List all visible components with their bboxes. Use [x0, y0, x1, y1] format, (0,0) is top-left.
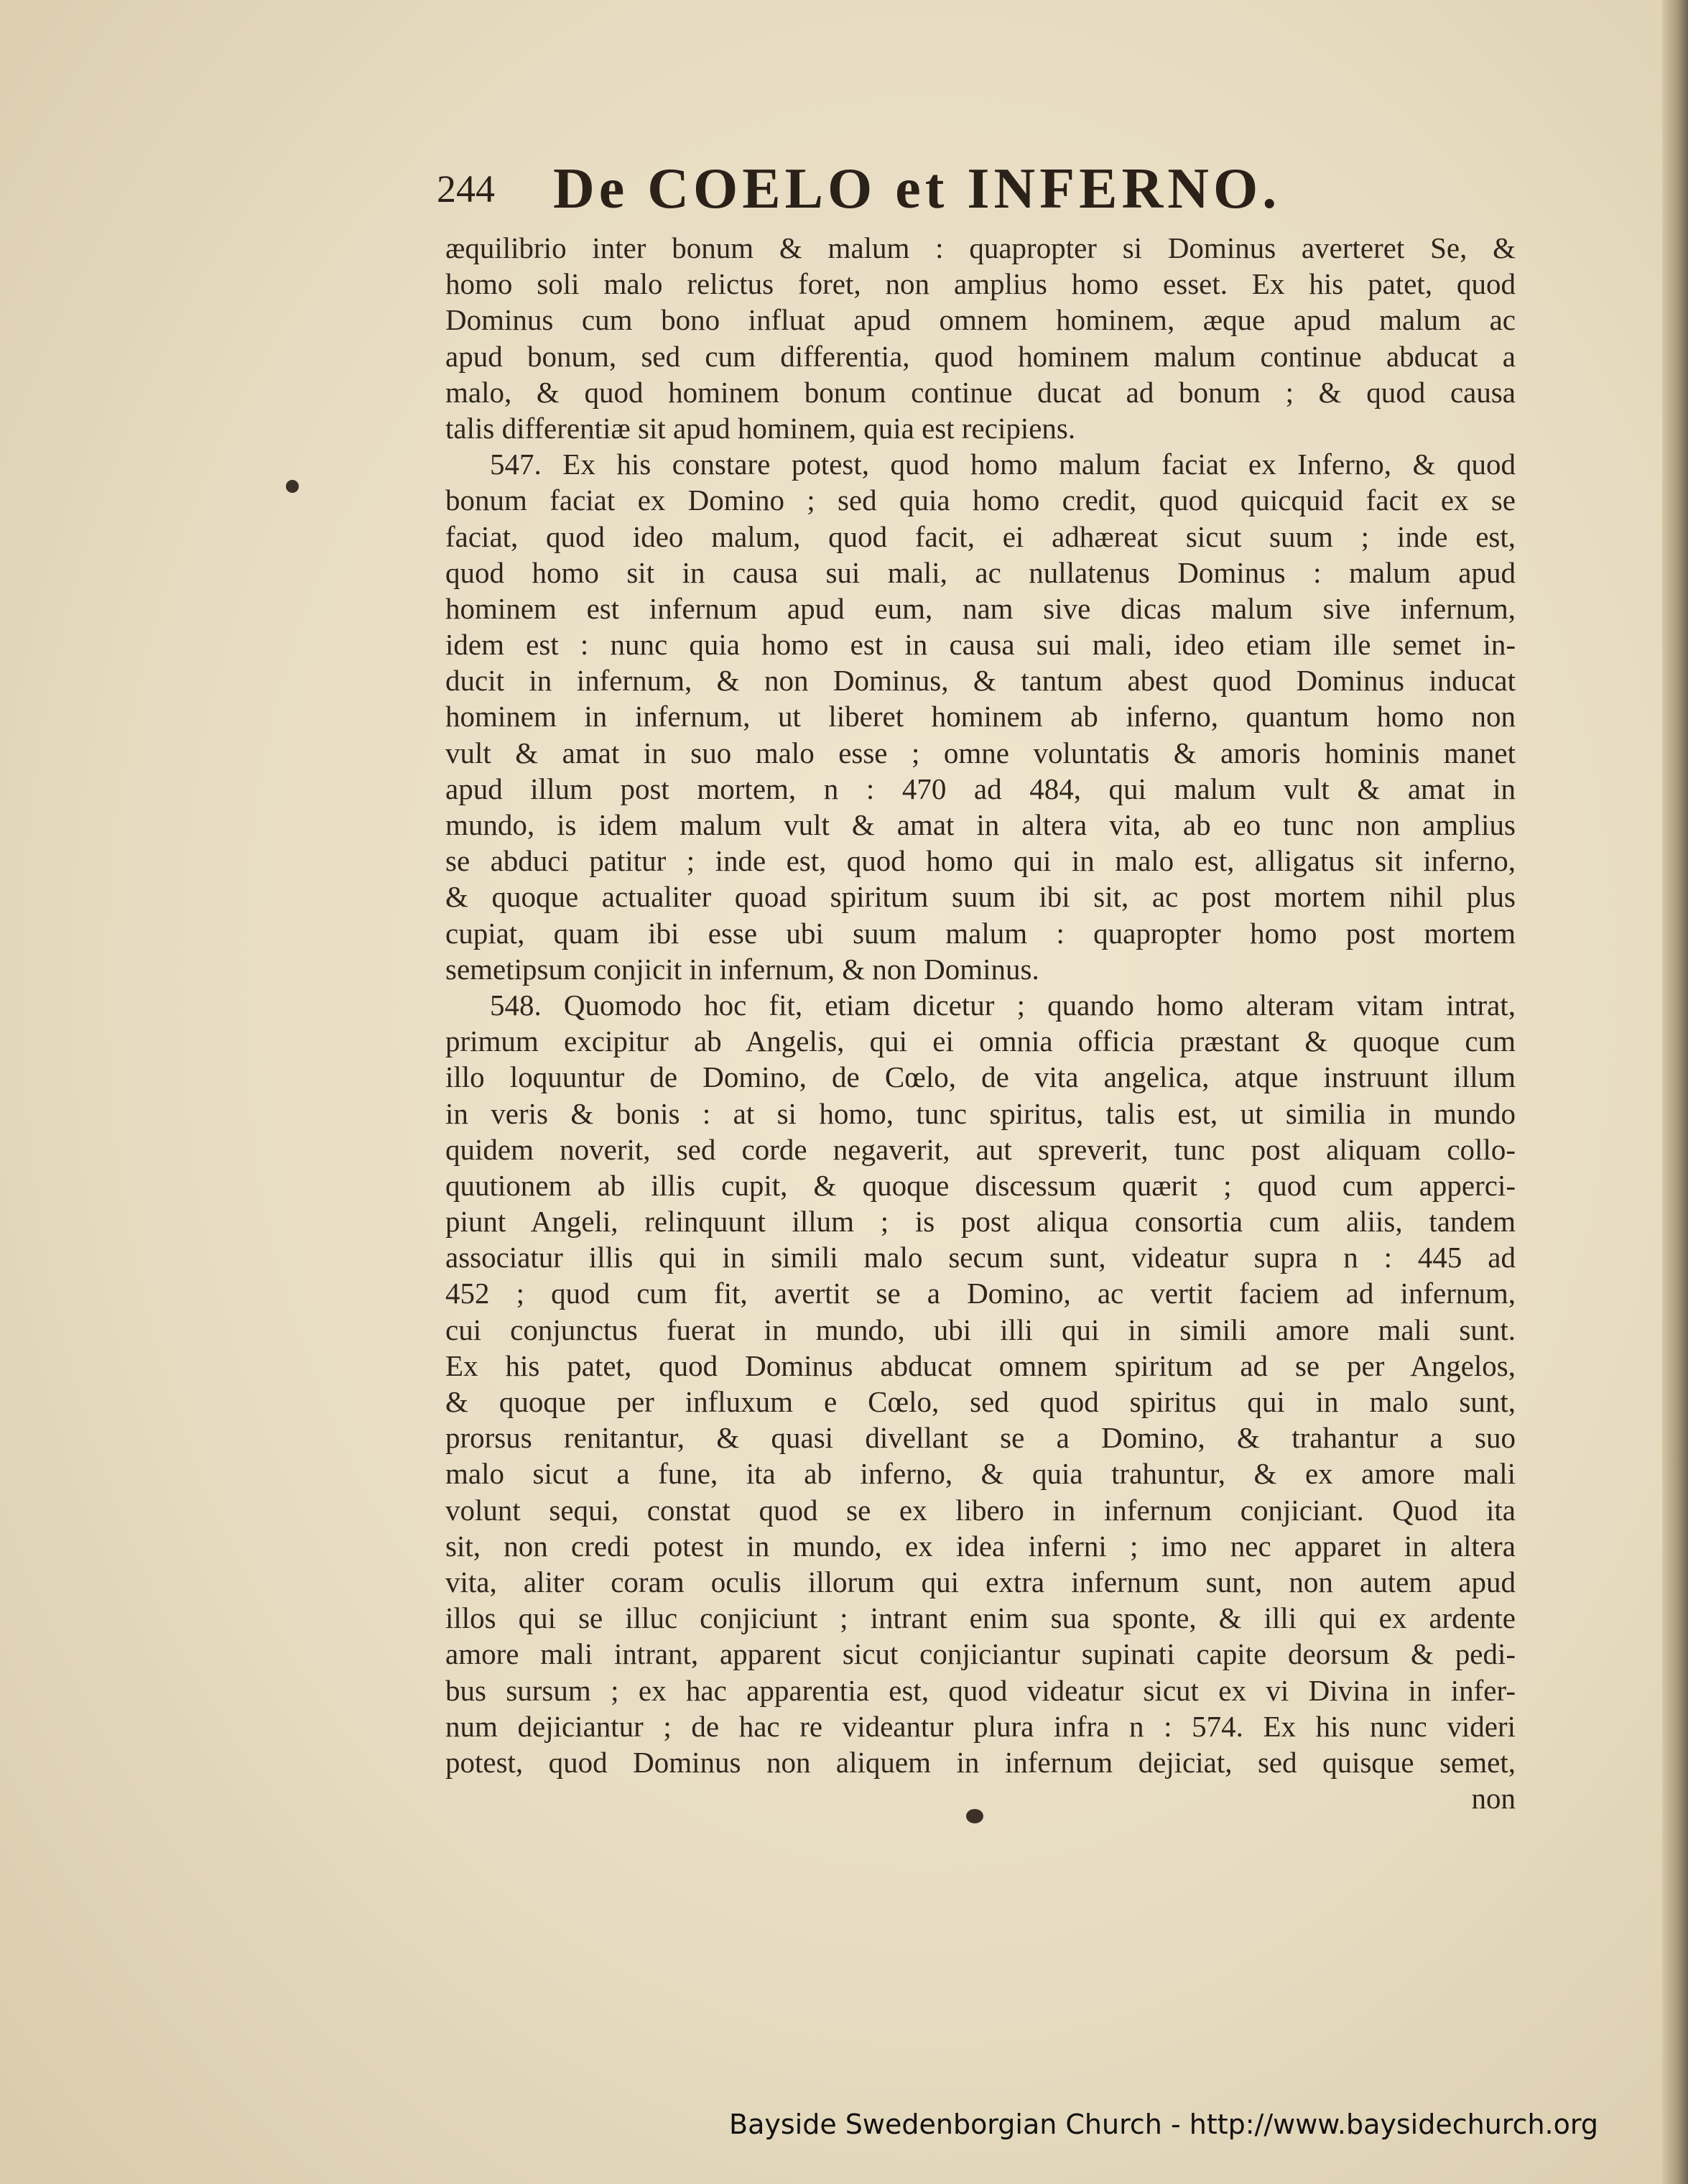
- text-line: piunt Angeli, relinquunt illum ; is post aliqua consortia cum aliis, tandem: [445, 1205, 1516, 1239]
- text-line: 452 ; quod cum fit, avertit se a Domino, ac vertit faciem ad infernum,: [445, 1277, 1516, 1310]
- text-line: se abduci patitur ; inde est, quod homo qui in malo est, alligatus sit inferno,: [445, 844, 1516, 878]
- text-line: hominem in infernum, ut liberet hominem ab inferno, quantum homo non: [445, 700, 1516, 734]
- text-line: hominem est infernum apud eum, nam sive dicas malum sive infernum,: [445, 591, 1516, 625]
- text-line: malo sicut a fune, ita ab inferno, & quia trahuntur, & ex amore mali: [445, 1457, 1516, 1491]
- text-line: quidem noverit, sed corde negaverit, aut spreverit, tunc post aliquam collo-: [445, 1132, 1516, 1166]
- text-line: volunt sequi, constat quod se ex libero in infernum conjiciant. Quod ita: [445, 1493, 1516, 1527]
- text-line: primum excipitur ab Angelis, qui ei omnia officia præstant & quoque cum: [445, 1024, 1516, 1058]
- text-line: prorsus renitantur, & quasi divellant se a Domino, & trahantur a suo: [445, 1421, 1516, 1455]
- text-line: ducit in infernum, & non Dominus, & tantum abest quod Dominus inducat: [445, 664, 1516, 698]
- text-line: apud illum post mortem, n : 470 ad 484, qui malum vult & amat in: [445, 772, 1516, 805]
- text-line: malo, & quod hominem bonum continue ducat ad bonum ; & quod causa: [445, 375, 1516, 409]
- text-line: idem est : nunc quia homo est in causa sui mali, ideo etiam ille semet in-: [445, 628, 1516, 662]
- running-head: [431, 151, 1322, 230]
- text-line: apud bonum, sed cum differentia, quod hominem malum continue abducat a: [445, 339, 1516, 373]
- text-line: quod homo sit in causa sui mali, ac nullatenus Dominus : malum apud: [445, 555, 1516, 589]
- text-line: homo soli malo relictus foret, non amplius homo esset. Ex his patet, quod: [445, 267, 1516, 301]
- text-line: semetipsum conjicit in infernum, & non Dominus.: [445, 952, 1039, 986]
- text-line: num dejiciantur ; de hac re videantur plura infra n : 574. Ex his nunc videri: [445, 1709, 1516, 1743]
- text-line: illo loquuntur de Domino, de Cœlo, de vita angelica, atque instruunt illum: [445, 1060, 1516, 1094]
- body-text: [445, 230, 1516, 1816]
- text-line: vult & amat in suo malo esse ; omne voluntatis & amoris hominis manet: [445, 736, 1516, 769]
- text-line: mundo, is idem malum vult & amat in altera vita, ab eo tunc non amplius: [445, 808, 1516, 841]
- text-line: Dominus cum bono influat apud omnem hominem, æque apud malum ac: [445, 303, 1516, 337]
- text-line: cupiat, quam ibi esse ubi suum malum : quapropter homo post mortem: [445, 916, 1516, 950]
- catchword: non: [1471, 1782, 1516, 1815]
- text-line: potest, quod Dominus non aliquem in infernum dejiciat, sed quisque semet,: [445, 1745, 1516, 1779]
- text-line: vita, aliter coram oculis illorum qui extra infernum sunt, non autem apud: [445, 1565, 1516, 1598]
- text-line: associatur illis qui in simili malo secum sunt, videatur supra n : 445 ad: [445, 1241, 1516, 1274]
- ink-spot: [966, 1809, 983, 1823]
- page-number: 244: [437, 167, 495, 210]
- text-line: bus sursum ; ex hac apparentia est, quod videatur sicut ex vi Divina in infer-: [445, 1673, 1516, 1707]
- paragraph-547-start: 547. Ex his constare potest, quod homo malum faciat ex Inferno, & quod: [490, 448, 1516, 481]
- text-line: talis differentiæ sit apud hominem, quia est recipiens.: [445, 411, 1076, 445]
- text-line: Ex his patet, quod Dominus abducat omnem spiritum ad se per Angelos,: [445, 1348, 1516, 1382]
- text-line: faciat, quod ideo malum, quod facit, ei adhæreat sicut suum ; inde est,: [445, 519, 1516, 553]
- text-line: in veris & bonis : at si homo, tunc spiritus, talis est, ut similia in mundo: [445, 1096, 1516, 1130]
- text-line: cui conjunctus fuerat in mundo, ubi illi qui in simili amore mali sunt.: [445, 1313, 1516, 1346]
- text-line: æquilibrio inter bonum & malum : quapropter si Dominus averteret Se, &: [445, 231, 1516, 264]
- text-line: bonum faciat ex Domino ; sed quia homo credit, quod quicquid facit ex se: [445, 483, 1516, 517]
- ink-spot: [286, 480, 299, 493]
- running-title: De COELO et INFERNO.: [553, 157, 1281, 221]
- text-line: & quoque actualiter quoad spiritum suum ibi sit, ac post mortem nihil plus: [445, 880, 1516, 914]
- text-line: & quoque per influxum e Cœlo, sed quod spiritus qui in malo sunt,: [445, 1385, 1516, 1418]
- text-line: illos qui se illuc conjiciunt ; intrant enim sua sponte, & illi qui ex ardente: [445, 1601, 1516, 1635]
- footer-credit: Bayside Swedenborgian Church - http://www.baysidechurch.org: [729, 2109, 1598, 2140]
- text-line: amore mali intrant, apparent sicut conjiciantur supinati capite deorsum & pedi-: [445, 1637, 1516, 1671]
- paragraph-548-start: 548. Quomodo hoc fit, etiam dicetur ; quando homo alteram vitam intrat,: [490, 988, 1516, 1022]
- book-spine-edge: [1662, 0, 1688, 2184]
- text-line: quutionem ab illis cupit, & quoque discessum quærit ; quod cum apperci-: [445, 1168, 1516, 1202]
- text-line: sit, non credi potest in mundo, ex idea inferni ; imo nec apparet in altera: [445, 1529, 1516, 1563]
